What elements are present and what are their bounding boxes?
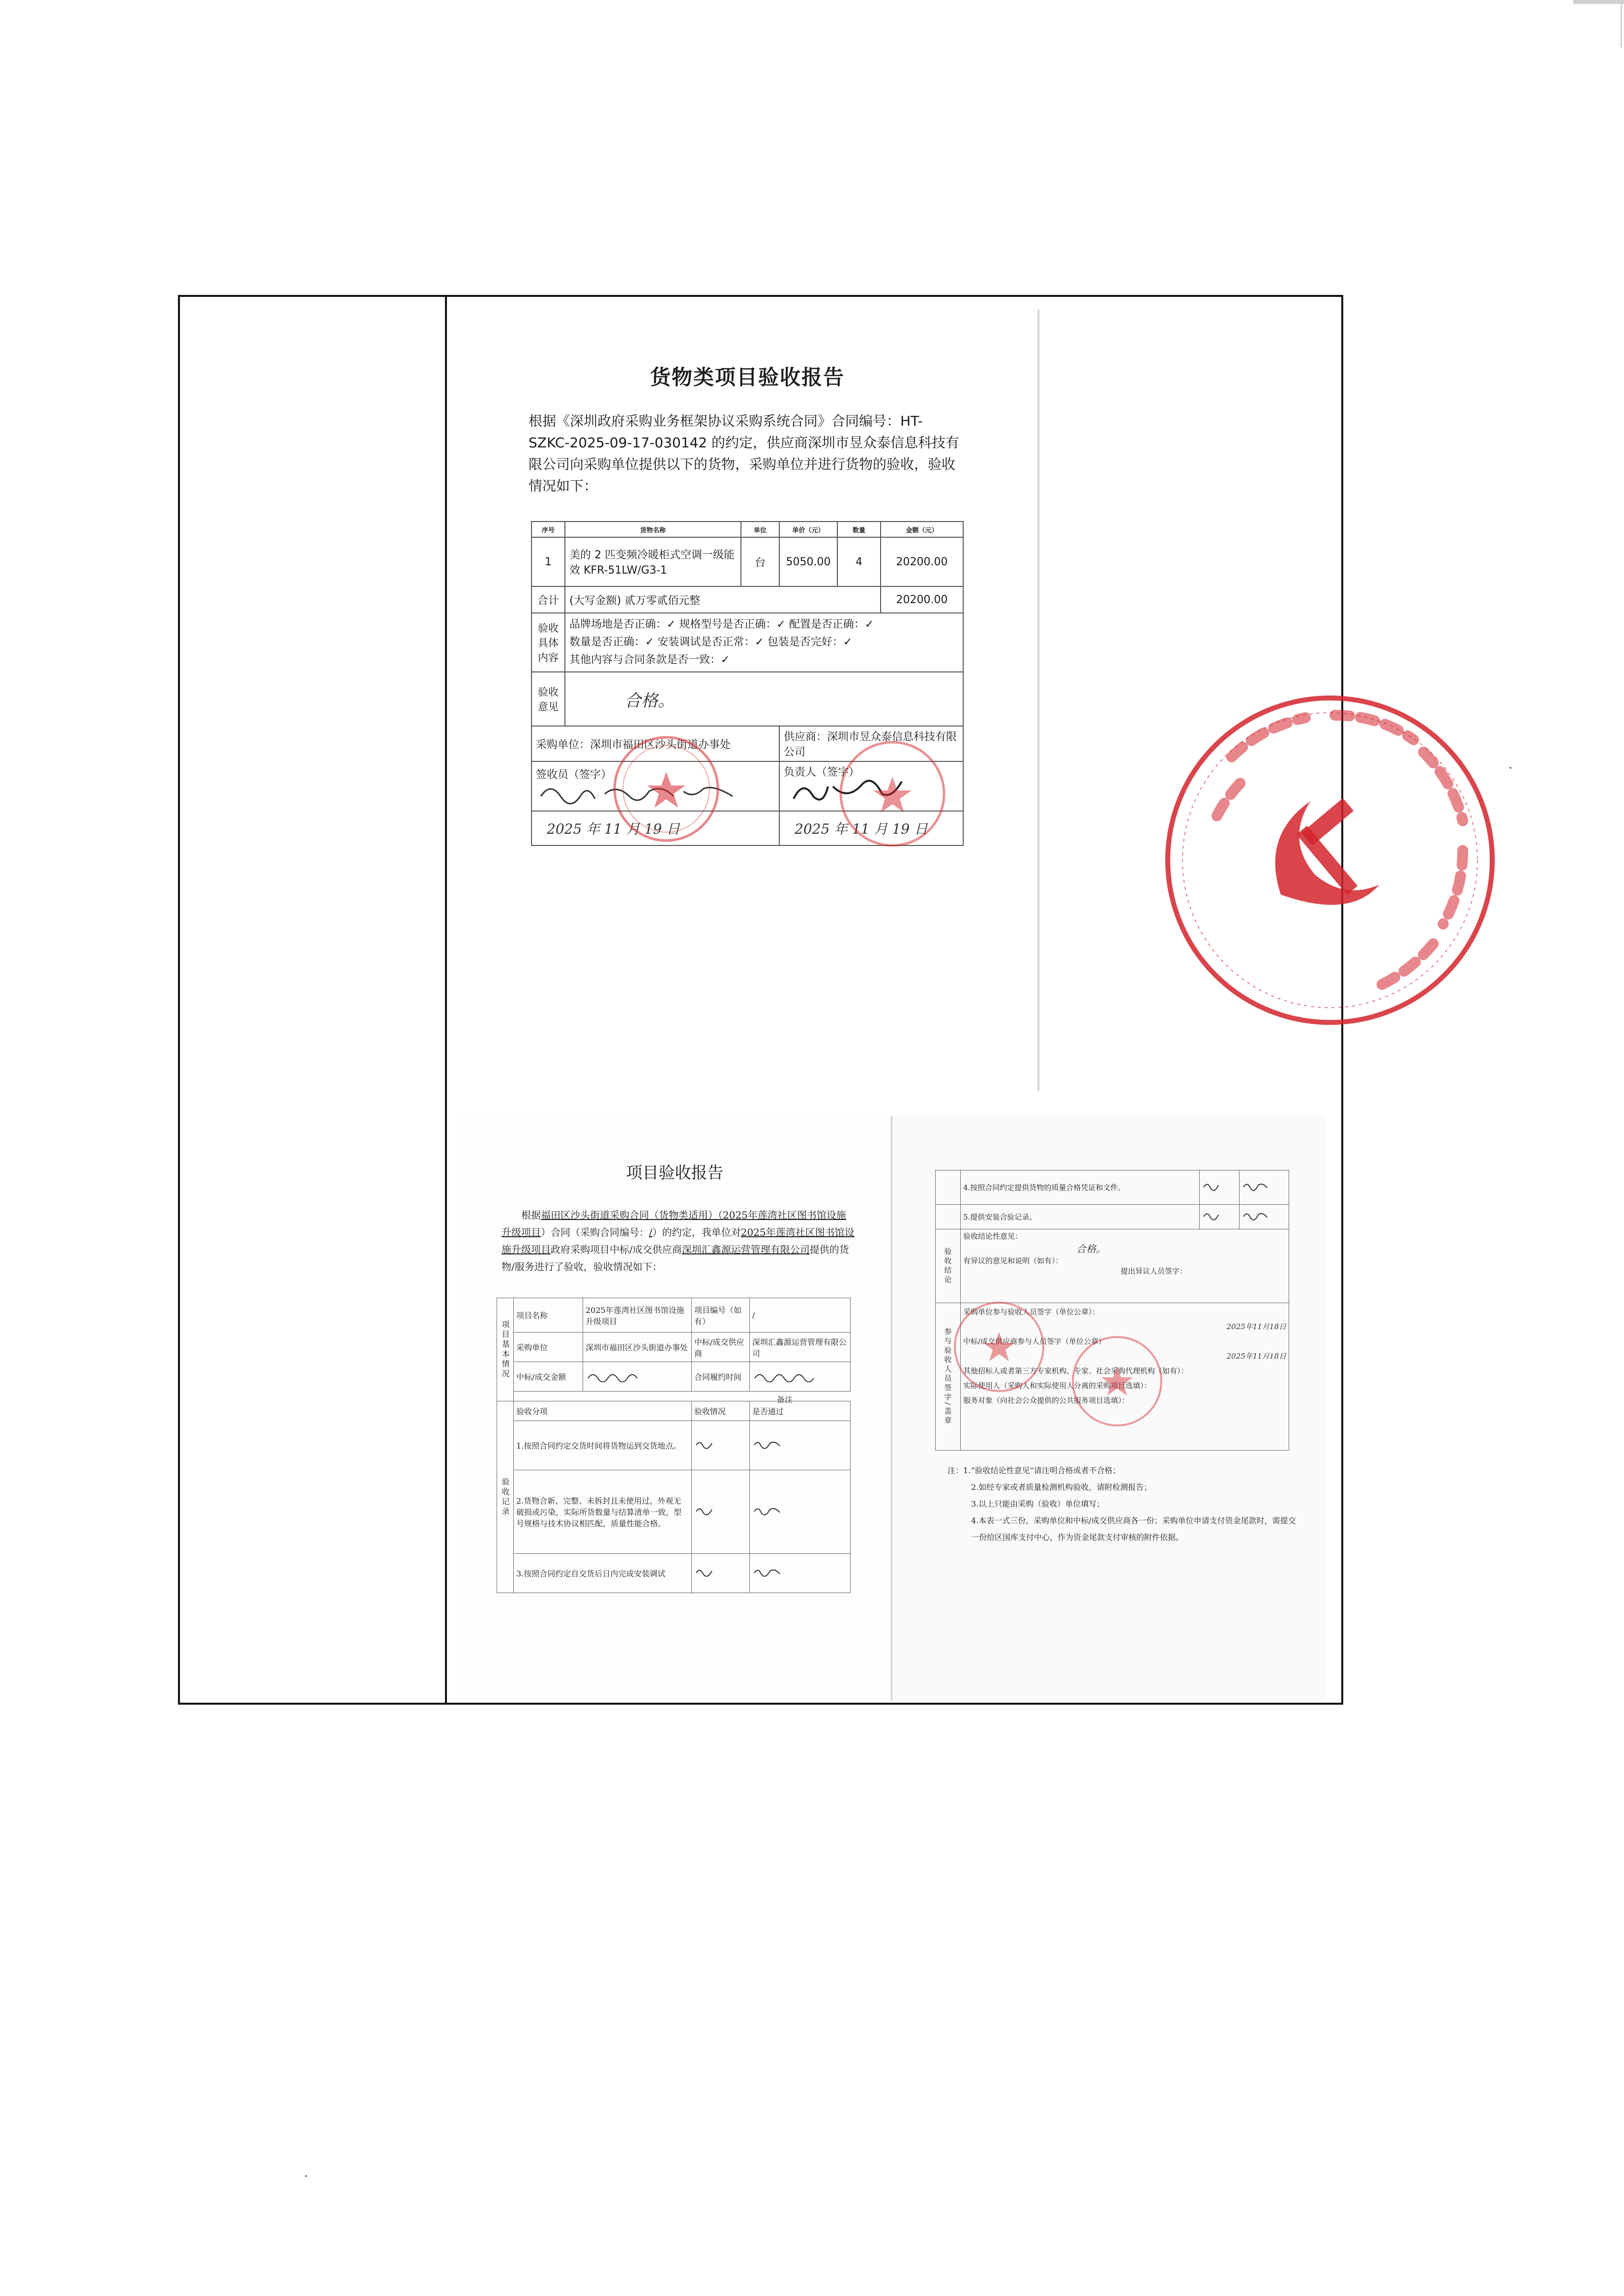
project-table	[497, 1298, 851, 1593]
compliant-header: 是否通过	[749, 1401, 850, 1421]
th-qty: 数量	[837, 522, 881, 537]
dissent-sign: 提出异议人员签字：	[1121, 1267, 1187, 1276]
doc3-left-edge	[891, 1116, 892, 1701]
project-name: 2025年莲湾社区图书馆设施升级项目	[583, 1298, 692, 1333]
buyer-seal-small	[610, 732, 723, 847]
record-pass	[1240, 1205, 1289, 1229]
conclusion-label: 验收结论	[936, 1229, 961, 1303]
intro-project: 莲湾社区图书馆设施升级项目	[502, 1209, 846, 1238]
project-no-label: 项目编号（如有）	[692, 1298, 750, 1333]
intro-part: 提供的货物/服务进行了验收，验收情况如下：	[502, 1244, 849, 1273]
th-amount: 金额（元）	[881, 522, 963, 537]
supplier: 深圳汇鑫源运营管理有限公司	[749, 1333, 850, 1362]
project-acceptance-report-p1	[457, 1116, 892, 1701]
note: 3.以上只能由采购（验收）单位填写；	[971, 1499, 1105, 1509]
buyer-seal-p2	[950, 1298, 1048, 1398]
notes	[947, 1462, 1301, 1546]
participants-label: 参与验收人员签字/盖章	[936, 1303, 961, 1451]
intro-contract-no: /	[649, 1226, 652, 1238]
intro-contract: 福田区沙头街道采购合同（货物类适用）（2025年	[541, 1209, 758, 1221]
th-price: 单价（元）	[779, 522, 837, 537]
supplier-date: 2025 年 11 月 19 日	[795, 821, 928, 837]
scan-edge-top	[1573, 0, 1624, 4]
goods-acceptance-report	[452, 312, 1042, 1089]
note: 注：1.“验收结论性意见”请注明合格或者不合格；	[947, 1466, 1121, 1475]
record-status	[692, 1470, 750, 1554]
check-line: 数量是否正确：✓ 安装调试是否正常：✓ 包装是否完好：✓	[569, 636, 853, 648]
doc2-intro	[502, 1207, 856, 1276]
intro-part: ）的约定，我单位对	[652, 1226, 741, 1238]
th-no: 序号	[531, 522, 565, 537]
conclusion-header: 验收结论性意见：	[963, 1232, 1023, 1241]
receiver-sign-label: 签收员（签字）	[536, 769, 612, 781]
amount-label: 中标/成交金额	[514, 1362, 583, 1392]
service-line: 服务对象（向社会公众提供的公共服务项目选填）：	[963, 1396, 1129, 1405]
opinion-cell	[565, 672, 963, 726]
record-pass	[749, 1421, 850, 1470]
agent-line: 其他招标人或者第三方专家机构、专家、社会采购代理机构（如有）：	[963, 1366, 1188, 1375]
conclusion-cell	[961, 1229, 1289, 1303]
scan-speck	[305, 2175, 307, 2177]
total-amount: 20200.00	[881, 586, 963, 613]
th-unit: 单位	[741, 522, 779, 537]
record-label: 验收记录	[497, 1401, 514, 1593]
basic-label: 项目基本情况	[497, 1298, 514, 1401]
doc2-title: 项目验收报告	[626, 1163, 724, 1182]
total-label: 合计	[531, 586, 565, 613]
project-acceptance-report-p2	[891, 1116, 1326, 1701]
opinion-label: 验收意见	[531, 672, 565, 726]
record-item: 3.按照合同约定自交货后日内完成安装调试	[514, 1554, 692, 1593]
row-unit: 台	[741, 537, 779, 586]
record-status	[1200, 1205, 1240, 1229]
check-label: 验收具体内容	[531, 613, 565, 672]
intro-part: 根据	[521, 1209, 541, 1221]
record-pass	[749, 1554, 850, 1593]
record-pass	[1240, 1170, 1289, 1205]
remark-header: 备注	[777, 1395, 793, 1404]
buyer-unit: 采购单位：深圳市福田区沙头街道办事处	[531, 726, 779, 761]
check-content	[565, 613, 963, 672]
row-price: 5050.00	[779, 537, 837, 586]
check-line: 其他内容与合同条款是否一致：✓	[569, 654, 730, 666]
buyer-label: 采购单位	[514, 1333, 583, 1362]
doc1-right-edge	[1037, 310, 1039, 1091]
contract-time-scribble	[752, 1369, 826, 1382]
contract-time-hw	[749, 1362, 850, 1392]
row-qty: 4	[837, 537, 881, 586]
project-no: /	[749, 1298, 850, 1333]
buyer-date: 2025年11月18日	[1226, 1322, 1286, 1331]
scan-speck	[1509, 767, 1511, 769]
intro-part: 政府采购项目中标/成交供应商	[551, 1244, 682, 1255]
th-name: 货物名称	[565, 522, 741, 537]
amount-scribble	[586, 1369, 645, 1382]
row-amount: 20200.00	[881, 537, 963, 586]
note: 2.如经专家或者质量检测机构验收，请附检测报告；	[971, 1482, 1152, 1492]
record-status	[1200, 1170, 1240, 1205]
total-words: (大写金额) 贰万零贰佰元整	[565, 586, 881, 613]
buyer: 深圳市福田区沙头街道办事处	[583, 1333, 692, 1362]
row-no: 1	[531, 537, 565, 586]
supplier-unit: 供应商：深圳市昱众泰信息科技有限公司	[779, 726, 963, 761]
record-status	[692, 1421, 750, 1470]
intro-supplier: 深圳汇鑫源运营管理有限公司	[681, 1244, 810, 1255]
record-item: 5.提供安装合验记录。	[961, 1205, 1200, 1229]
doc1-title: 货物类项目验收报告	[650, 365, 845, 389]
outer-frame-divider	[445, 295, 447, 1705]
intro-part: ）合同（采购合同编号：	[541, 1226, 649, 1238]
doc1-intro: 根据《深圳政府采购业务框架协议采购系统合同》合同编号：HT-SZKC-2025-09-17-030142 的约定，供应商深圳市昱众泰信息科技有限公司向采购单位提供以下的货物，采购单位并进行货物的验收，验收情况如下：	[529, 413, 960, 494]
record-item: 2.货物合新、完整、未拆封且未使用过，外观无破损或污染，实际所货数量与结算清单一致，型号规格与技术协议相匹配，质量性能合格。	[514, 1470, 692, 1554]
item-header: 验收分项	[514, 1401, 692, 1421]
record-item: 1.按照合同约定交货时间将货物运到交货地点。	[514, 1421, 692, 1470]
opinion-handwritten: 合格。	[624, 691, 675, 711]
supplier-sign: 中标/成交供应商参与人员签字（单位公章）	[963, 1337, 1106, 1346]
record-item: 4.按照合同约定提供货物的质量合格凭证和文件。	[961, 1170, 1200, 1205]
status-header: 验收情况	[692, 1401, 750, 1421]
buyer-sign: 采购单位参与验收人员签字（单位公章）：	[963, 1308, 1100, 1316]
row-name: 美的 2 匹变频冷暖柜式空调一级能效 KFR-51LW/G3-1	[565, 537, 741, 586]
record-status	[692, 1554, 750, 1593]
supplier-seal-small	[836, 737, 949, 852]
check-line: 品牌场地是否正确：✓ 规格型号是否正确：✓ 配置是否正确：✓	[569, 618, 874, 631]
record-pass	[749, 1470, 850, 1554]
supplier-date: 2025年11月18日	[1226, 1352, 1286, 1361]
party-committee-seal	[1158, 688, 1502, 1034]
amount-hw	[583, 1362, 692, 1392]
supplier-sign-label: 负责人（签字）	[784, 766, 860, 779]
contract-time-label: 合同履约时间	[692, 1362, 750, 1392]
user-line: 实际使用人（采购人和实际使用人分离的采购项目选填）：	[963, 1381, 1152, 1390]
supplier-label: 中标/成交供应商	[692, 1333, 750, 1362]
scan-edge-right	[1621, 0, 1622, 47]
intro-project-2: 2025年莲湾社区图书馆设施升级项目	[502, 1226, 855, 1255]
project-name-label: 项目名称	[514, 1298, 583, 1333]
buyer-date: 2025 年 11 月 19 日	[547, 821, 680, 837]
dissent-line: 有异议的意见和说明（如有）：	[963, 1256, 1063, 1265]
conclusion-hw: 合格。	[1076, 1243, 1106, 1255]
note: 4.本表一式三份，采购单位和中标/成交供应商各一份；采购单位申请支付资金尾款时，需提交一份给区国库支付中心，作为资金尾款支付审核的附件依据。	[971, 1516, 1296, 1542]
supplier-seal-p2	[1068, 1332, 1166, 1432]
